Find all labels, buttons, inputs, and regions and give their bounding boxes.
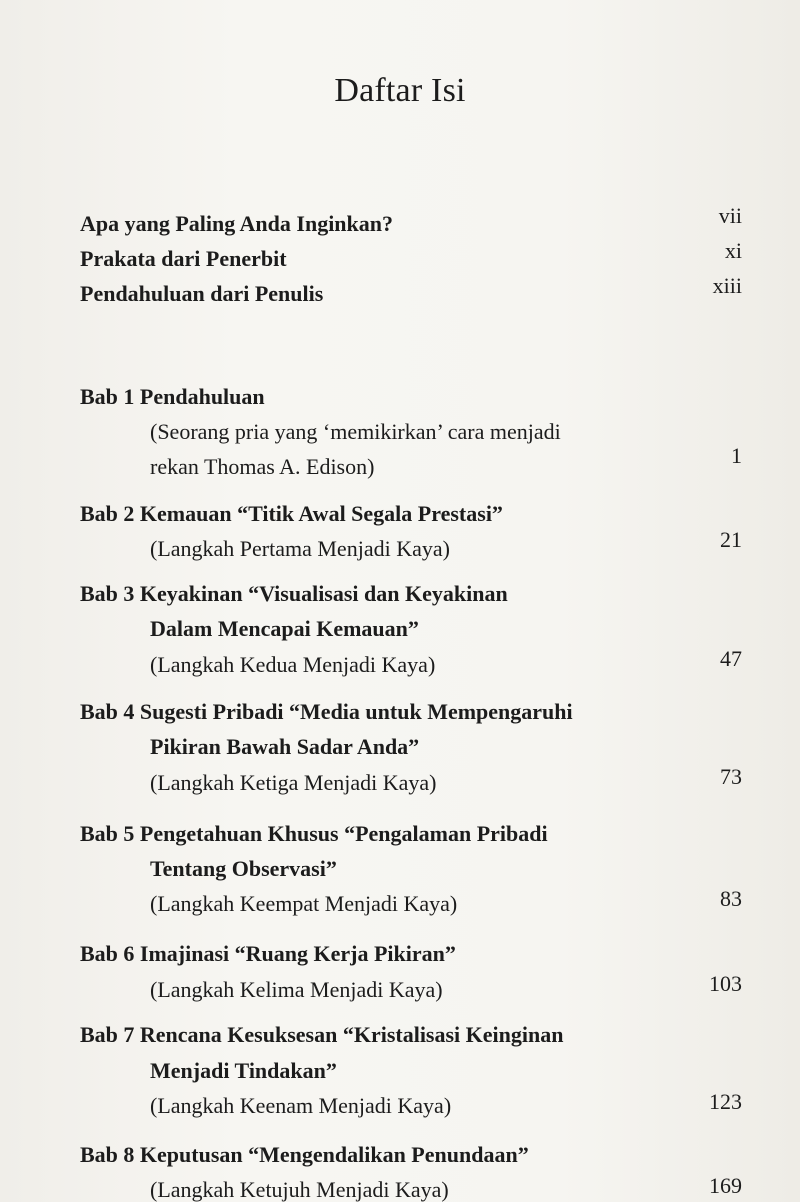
chapter-title-cont: Tentang Observasi” bbox=[150, 856, 337, 881]
toc-entry-label: Pendahuluan dari Penulis bbox=[80, 281, 324, 306]
toc-page-number: 1 bbox=[731, 443, 742, 468]
chapter-title: Bab 7 Rencana Kesuksesan “Kristalisasi Keinginan bbox=[80, 1022, 564, 1047]
chapter-subtitle: (Langkah Ketujuh Menjadi Kaya) bbox=[150, 1177, 449, 1202]
chapter-subtitle: (Langkah Kedua Menjadi Kaya) bbox=[150, 652, 436, 677]
chapter-title-cont: Menjadi Tindakan” bbox=[150, 1058, 337, 1083]
chapter-title: Bab 4 Sugesti Pribadi “Media untuk Mempengaruhi bbox=[80, 699, 573, 724]
toc-page-number: xiii bbox=[712, 273, 742, 298]
chapter-title: Bab 6 Imajinasi “Ruang Kerja Pikiran” bbox=[80, 941, 456, 966]
toc-page-number: 169 bbox=[709, 1173, 742, 1198]
toc-page-number: 47 bbox=[720, 646, 742, 671]
chapter-title-cont: Dalam Mencapai Kemauan” bbox=[150, 616, 419, 641]
toc-page-number: 123 bbox=[709, 1089, 742, 1114]
chapter-title: Bab 8 Keputusan “Mengendalikan Penundaan” bbox=[80, 1142, 529, 1167]
toc-entry-label: Prakata dari Penerbit bbox=[80, 246, 287, 271]
chapter-title: Bab 5 Pengetahuan Khusus “Pengalaman Pribadi bbox=[80, 821, 548, 846]
toc-page-number: 83 bbox=[720, 886, 742, 911]
chapter-subtitle: (Langkah Keempat Menjadi Kaya) bbox=[150, 891, 458, 916]
toc-page-number: 73 bbox=[720, 764, 742, 789]
chapter-subtitle: (Langkah Kelima Menjadi Kaya) bbox=[150, 977, 443, 1002]
chapter-subtitle: rekan Thomas A. Edison) bbox=[150, 454, 375, 479]
chapter-subtitle: (Langkah Pertama Menjadi Kaya) bbox=[150, 536, 450, 561]
chapter-title: Bab 3 Keyakinan “Visualisasi dan Keyakinan bbox=[80, 581, 508, 606]
toc-page-number: xi bbox=[724, 238, 742, 263]
chapter-title-cont: Pikiran Bawah Sadar Anda” bbox=[150, 734, 420, 759]
chapter-title: Bab 1 Pendahuluan bbox=[80, 384, 265, 409]
chapter-subtitle: (Seorang pria yang ‘memikirkan’ cara menjadi bbox=[150, 419, 561, 444]
toc-page-number: vii bbox=[718, 203, 742, 228]
toc-entry-label: Apa yang Paling Anda Inginkan? bbox=[80, 211, 394, 236]
toc-page-number: 21 bbox=[720, 527, 742, 552]
chapter-subtitle: (Langkah Ketiga Menjadi Kaya) bbox=[150, 770, 437, 795]
chapter-subtitle: (Langkah Keenam Menjadi Kaya) bbox=[150, 1093, 452, 1118]
toc-page-number: 103 bbox=[709, 971, 742, 996]
chapter-title: Bab 2 Kemauan “Titik Awal Segala Prestasi” bbox=[80, 501, 503, 526]
page-title: Daftar Isi bbox=[334, 72, 466, 109]
